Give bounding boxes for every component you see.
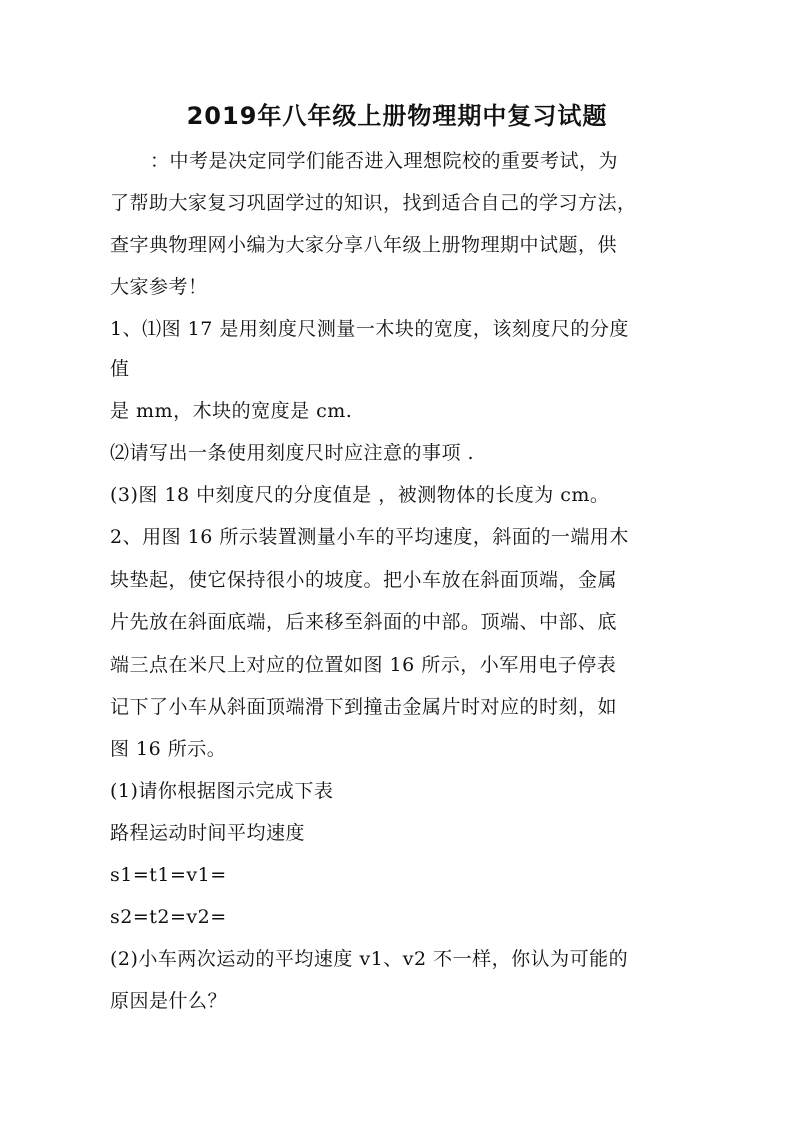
question-2-line-7: (1)请你根据图示完成下表 (110, 780, 334, 802)
question-1-line-3: 是 mm，木块的宽度是 cm. (110, 400, 353, 422)
question-2-line-6: 图 16 所示。 (110, 738, 227, 760)
intro-line-3: 查字典物理网小编为大家分享八年级上册物理期中试题，供 (110, 234, 618, 256)
table-row-2: s2=t2=v2= (110, 906, 227, 928)
question-2-line-8: (2)小车两次运动的平均速度 v1、v2 不一样，你认为可能的 (110, 948, 629, 970)
intro-line-2: 了帮助大家复习巩固学过的知识，找到适合自己的学习方法， (110, 192, 637, 214)
question-2-line-4: 端三点在米尺上对应的位置如图 16 所示，小军用电子停表 (110, 654, 617, 676)
table-row-1: s1=t1=v1= (110, 864, 227, 886)
intro-line-4: 大家参考！ (110, 276, 208, 298)
question-1-line-5: (3)图 18 中刻度尺的分度值是 ，被测物体的长度为 cm。 (110, 484, 610, 506)
question-1-line-2: 值 (110, 358, 130, 380)
question-1-line-4: ⑵请写出一条使用刻度尺时应注意的事项 . (110, 442, 475, 464)
question-1-line-1: 1、⑴图 17 是用刻度尺测量一木块的宽度，该刻度尺的分度 (110, 318, 629, 340)
table-header: 路程运动时间平均速度 (110, 822, 306, 844)
question-2-line-1: 2、用图 16 所示装置测量小车的平均速度，斜面的一端用木 (110, 526, 629, 548)
question-2-line-5: 记下了小车从斜面顶端滑下到撞击金属片时对应的时刻，如 (110, 696, 618, 718)
question-2-line-9: 原因是什么？ (110, 990, 228, 1012)
question-2-line-2: 块垫起，使它保持很小的坡度。把小车放在斜面顶端，金属 (110, 569, 618, 591)
document-title: 2019年八年级上册物理期中复习试题 (186, 102, 608, 130)
intro-line-1: ：中考是决定同学们能否进入理想院校的重要考试，为 (150, 150, 619, 172)
question-2-line-3: 片先放在斜面底端，后来移至斜面的中部。顶端、中部、底 (110, 611, 618, 633)
